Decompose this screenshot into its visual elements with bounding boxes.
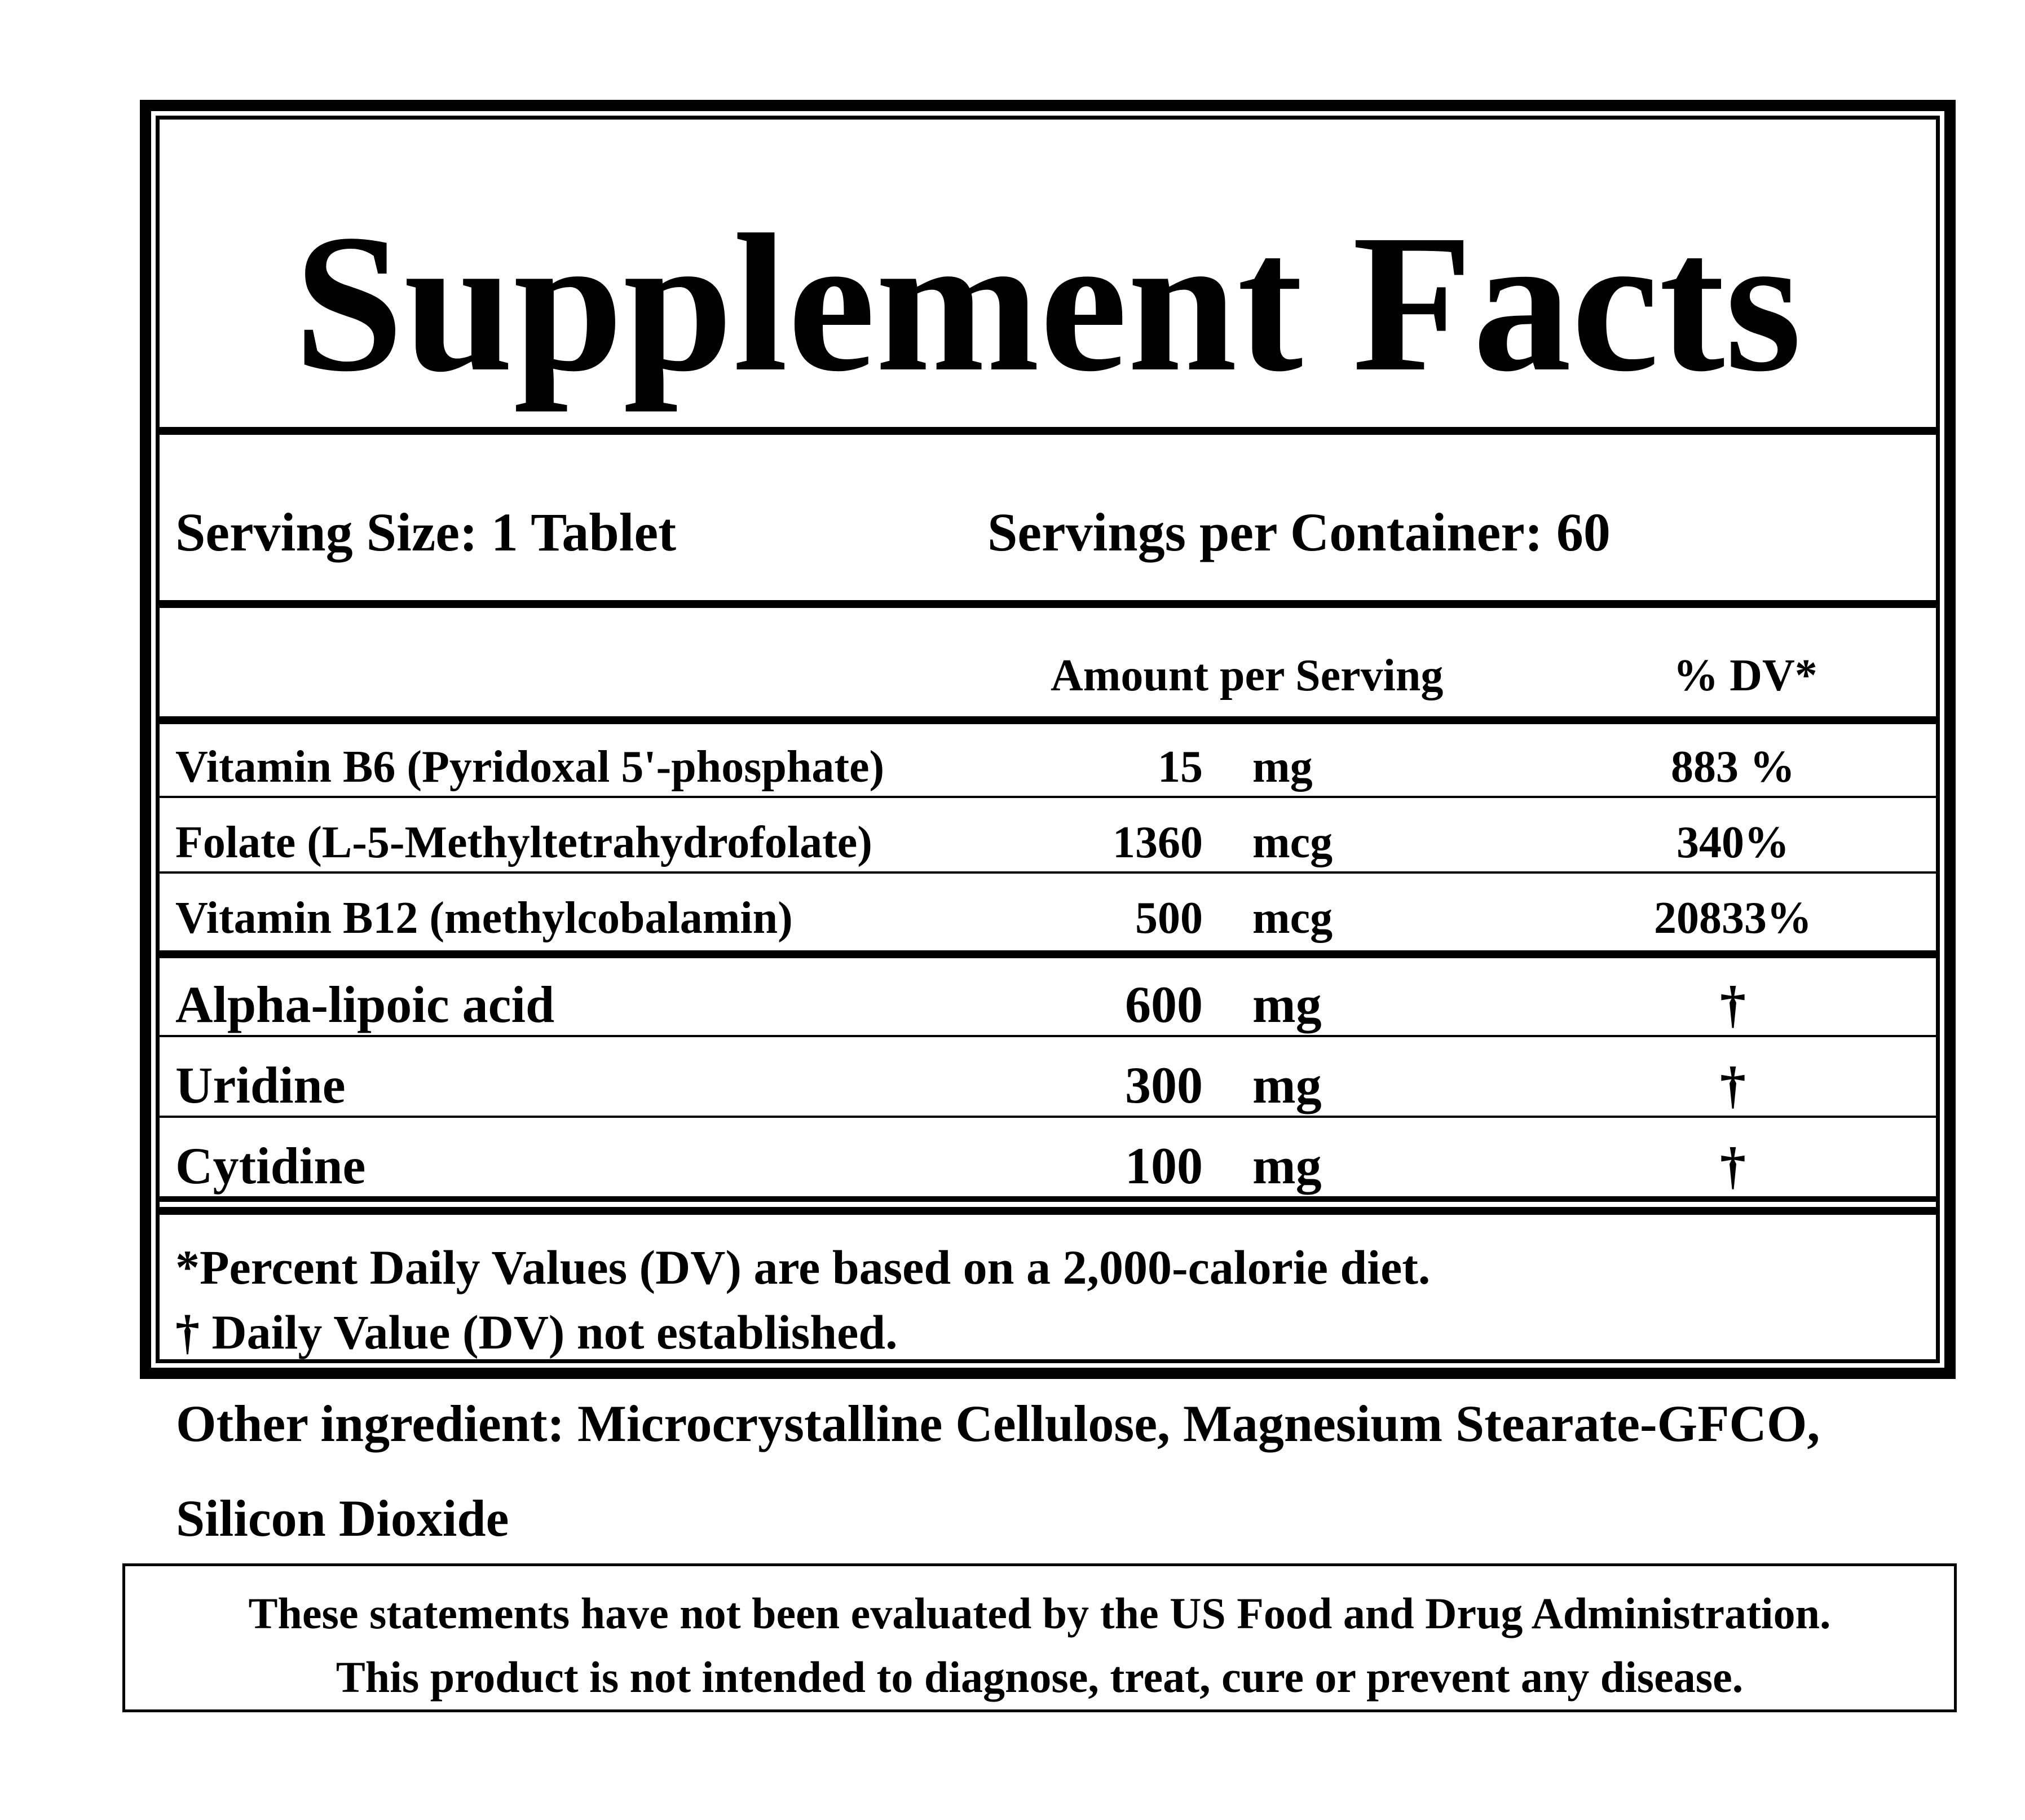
divider-thick bbox=[160, 427, 1936, 435]
row-divider bbox=[160, 871, 1936, 874]
divider-thick bbox=[160, 950, 1936, 958]
divider-double bbox=[160, 1207, 1936, 1215]
row-divider bbox=[160, 1116, 1936, 1118]
nutrient-unit: mcg bbox=[1252, 818, 1333, 867]
nutrient-unit: mcg bbox=[1252, 893, 1333, 943]
divider-thick bbox=[160, 716, 1936, 724]
nutrient-unit: mg bbox=[1252, 742, 1313, 792]
other-ingredient-text: Microcrystalline Cellulose, Magnesium Stearate-GFCO, bbox=[577, 1395, 1820, 1452]
disclaimer-line-2: This product is not intended to diagnose, treat, cure or prevent any disease. bbox=[336, 1652, 1744, 1702]
compound-name: Uridine bbox=[175, 1056, 346, 1114]
other-ingredient bbox=[176, 1376, 1924, 1566]
nutrient-amount: 1360 bbox=[1113, 818, 1203, 867]
supplement-facts-panel bbox=[140, 100, 1956, 1379]
compound-name: Alpha-lipoic acid bbox=[175, 976, 555, 1033]
serving-size: Serving Size: 1 Tablet bbox=[175, 502, 677, 562]
fda-disclaimer-box bbox=[122, 1563, 1957, 1712]
panel-title: Supplement Facts bbox=[294, 193, 1802, 412]
compound-name: Cytidine bbox=[175, 1137, 366, 1195]
nutrient-amount: 15 bbox=[1158, 742, 1203, 792]
disclaimer-line-1: These statements have not been evaluated by the US Food and Drug Administration. bbox=[248, 1589, 1831, 1638]
footnote-not-established: † Daily Value (DV) not established. bbox=[175, 1305, 898, 1359]
nutrient-dv: 340% bbox=[1677, 818, 1789, 867]
column-header-amount: Amount per Serving bbox=[1051, 651, 1444, 700]
other-ingredient-label: Other ingredient: bbox=[176, 1395, 565, 1452]
footnote-percent-dv: *Percent Daily Values (DV) are based on a 2,000-calorie diet. bbox=[175, 1240, 1431, 1294]
nutrient-name: Vitamin B12 (methylcobalamin) bbox=[175, 893, 793, 943]
row-divider bbox=[160, 1035, 1936, 1037]
nutrient-name: Folate (L-5-Methyltetrahydrofolate) bbox=[175, 818, 872, 867]
nutrient-dv: 883 % bbox=[1671, 742, 1795, 792]
compound-unit: mg bbox=[1252, 1137, 1322, 1195]
compound-unit: mg bbox=[1252, 976, 1322, 1033]
divider-thick bbox=[160, 600, 1936, 608]
nutrient-dv: 20833% bbox=[1654, 893, 1812, 943]
row-divider bbox=[160, 796, 1936, 798]
compound-unit: mg bbox=[1252, 1056, 1322, 1114]
panel-inner-frame bbox=[156, 116, 1940, 1363]
divider-double bbox=[160, 1196, 1936, 1202]
servings-per-container: Servings per Container: 60 bbox=[987, 502, 1611, 562]
compound-amount: 600 bbox=[1125, 976, 1203, 1033]
nutrient-amount: 500 bbox=[1135, 893, 1203, 943]
compound-amount: 300 bbox=[1125, 1056, 1203, 1114]
dagger-icon: † bbox=[1720, 976, 1746, 1033]
dagger-icon: † bbox=[1720, 1056, 1746, 1114]
column-header-dv: % DV* bbox=[1673, 651, 1817, 700]
other-ingredient-text-cont: Silicon Dioxide bbox=[176, 1490, 509, 1547]
compound-amount: 100 bbox=[1125, 1137, 1203, 1195]
nutrient-name: Vitamin B6 (Pyridoxal 5'-phosphate) bbox=[175, 742, 885, 792]
dagger-icon: † bbox=[1720, 1137, 1746, 1195]
